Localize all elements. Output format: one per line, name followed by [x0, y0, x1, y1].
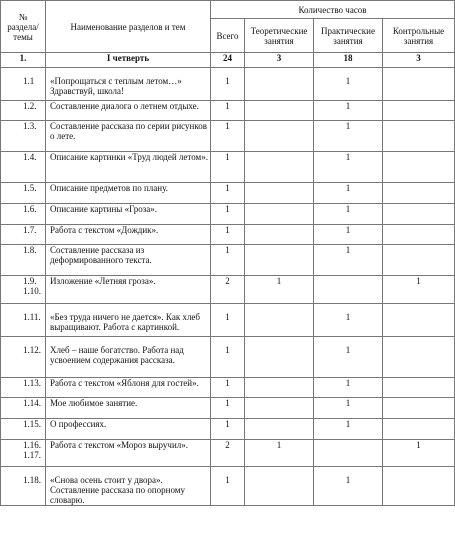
row-total: 1 — [211, 398, 245, 419]
row-practice: 1 — [314, 378, 383, 398]
row-practice: 1 — [314, 245, 383, 276]
row-control — [383, 398, 455, 419]
row-theory — [245, 378, 314, 398]
row-name: Работа с текстом «Мороз выручил». — [46, 440, 211, 467]
row-num: 1.6. — [1, 204, 46, 225]
header-theory: Теоретические занятия — [245, 19, 314, 53]
row-num: 1.4. — [1, 152, 46, 183]
table-row — [1, 304, 455, 337]
row-num: 1.14. — [1, 398, 46, 419]
table-row — [1, 101, 455, 121]
row-practice — [314, 440, 383, 467]
row-theory — [245, 304, 314, 337]
header-name: Наименование разделов и тем — [46, 1, 211, 53]
row-control — [383, 121, 455, 152]
section-row — [1, 53, 455, 68]
row-control: 1 — [383, 276, 455, 304]
table-row — [1, 225, 455, 245]
row-control — [383, 204, 455, 225]
section-name: I четверть — [46, 53, 211, 68]
row-practice: 1 — [314, 204, 383, 225]
row-theory — [245, 398, 314, 419]
row-control — [383, 378, 455, 398]
row-total: 2 — [211, 276, 245, 304]
row-total: 1 — [211, 245, 245, 276]
row-name: Хлеб – наше богатство. Работа над усвоением содержания рассказа. — [46, 337, 211, 378]
row-name: Работа с текстом «Яблоня для гостей». — [46, 378, 211, 398]
row-num: 1.12. — [1, 337, 46, 378]
row-name: Мое любимое занятие. — [46, 398, 211, 419]
row-theory — [245, 225, 314, 245]
row-practice: 1 — [314, 68, 383, 101]
table-row — [1, 68, 455, 101]
row-name: «Без труда ничего не дается». Как хлеб выращивают. Работа с картинкой. — [46, 304, 211, 337]
section-practice: 18 — [314, 53, 383, 68]
row-name: Составление рассказа из деформированного текста. — [46, 245, 211, 276]
row-practice: 1 — [314, 121, 383, 152]
row-practice: 1 — [314, 225, 383, 245]
row-name: Изложение «Летняя гроза». — [46, 276, 211, 304]
row-num: 1.5. — [1, 183, 46, 204]
row-total: 1 — [211, 183, 245, 204]
row-control — [383, 304, 455, 337]
row-num: 1.16. 1.17. — [1, 440, 46, 467]
row-name: Описание картинки «Труд людей летом». — [46, 152, 211, 183]
row-num: 1.1 — [1, 68, 46, 101]
row-total: 1 — [211, 152, 245, 183]
row-practice — [314, 276, 383, 304]
table-row — [1, 419, 455, 440]
row-practice: 1 — [314, 152, 383, 183]
row-control — [383, 68, 455, 101]
row-control — [383, 467, 455, 506]
row-control — [383, 225, 455, 245]
table-row — [1, 245, 455, 276]
section-theory: 3 — [245, 53, 314, 68]
table-row — [1, 467, 455, 506]
row-name: О профессиях. — [46, 419, 211, 440]
table-row — [1, 183, 455, 204]
row-theory — [245, 101, 314, 121]
row-practice: 1 — [314, 467, 383, 506]
section-total: 24 — [211, 53, 245, 68]
row-control — [383, 419, 455, 440]
row-total: 1 — [211, 101, 245, 121]
row-practice: 1 — [314, 337, 383, 378]
table-row — [1, 121, 455, 152]
row-total: 1 — [211, 304, 245, 337]
row-total: 1 — [211, 121, 245, 152]
row-total: 1 — [211, 225, 245, 245]
row-num: 1.7. — [1, 225, 46, 245]
row-total: 2 — [211, 440, 245, 467]
row-num: 1.9. 1.10. — [1, 276, 46, 304]
row-num: 1.13. — [1, 378, 46, 398]
row-name: Работа с текстом «Дождик». — [46, 225, 211, 245]
row-practice: 1 — [314, 183, 383, 204]
table-row — [1, 398, 455, 419]
row-num: 1.18. — [1, 467, 46, 506]
row-control — [383, 337, 455, 378]
row-num: 1.2. — [1, 101, 46, 121]
row-practice: 1 — [314, 398, 383, 419]
table-row — [1, 378, 455, 398]
row-theory — [245, 183, 314, 204]
row-total: 1 — [211, 378, 245, 398]
table-row — [1, 204, 455, 225]
row-name: Описание картины «Гроза». — [46, 204, 211, 225]
row-practice: 1 — [314, 419, 383, 440]
row-theory — [245, 121, 314, 152]
table-row — [1, 152, 455, 183]
row-total: 1 — [211, 467, 245, 506]
row-num: 1.3. — [1, 121, 46, 152]
header-total: Всего — [211, 19, 245, 53]
section-control: 3 — [383, 53, 455, 68]
section-num: 1. — [1, 53, 46, 68]
table-row — [1, 440, 455, 467]
row-theory — [245, 245, 314, 276]
header-practice: Практические занятия — [314, 19, 383, 53]
row-name: Составление диалога о летнем отдыхе. — [46, 101, 211, 121]
row-control — [383, 152, 455, 183]
row-control — [383, 101, 455, 121]
row-theory — [245, 68, 314, 101]
row-control — [383, 183, 455, 204]
row-name: «Попрощаться с теплым летом…» Здравствуй, школа! — [46, 68, 211, 101]
row-total: 1 — [211, 337, 245, 378]
row-total: 1 — [211, 204, 245, 225]
row-theory — [245, 152, 314, 183]
row-name: Составление рассказа по серии рисунков о лете. — [46, 121, 211, 152]
header-control: Контрольные занятия — [383, 19, 455, 53]
header-hours: Количество часов — [211, 1, 455, 19]
row-num: 1.11. — [1, 304, 46, 337]
row-theory — [245, 467, 314, 506]
row-theory — [245, 204, 314, 225]
row-theory: 1 — [245, 276, 314, 304]
row-theory — [245, 337, 314, 378]
header-num: № раздела/ темы — [1, 1, 46, 53]
row-num: 1.15. — [1, 419, 46, 440]
row-practice: 1 — [314, 101, 383, 121]
row-num: 1.8. — [1, 245, 46, 276]
table-row — [1, 337, 455, 378]
row-name: Описание предметов по плану. — [46, 183, 211, 204]
row-theory: 1 — [245, 440, 314, 467]
row-practice: 1 — [314, 304, 383, 337]
row-total: 1 — [211, 68, 245, 101]
row-name: «Снова осень стоит у двора». Составление рассказа по опорному словарю. — [46, 467, 211, 506]
row-control — [383, 245, 455, 276]
row-total: 1 — [211, 419, 245, 440]
row-control: 1 — [383, 440, 455, 467]
row-theory — [245, 419, 314, 440]
table-row — [1, 276, 455, 304]
